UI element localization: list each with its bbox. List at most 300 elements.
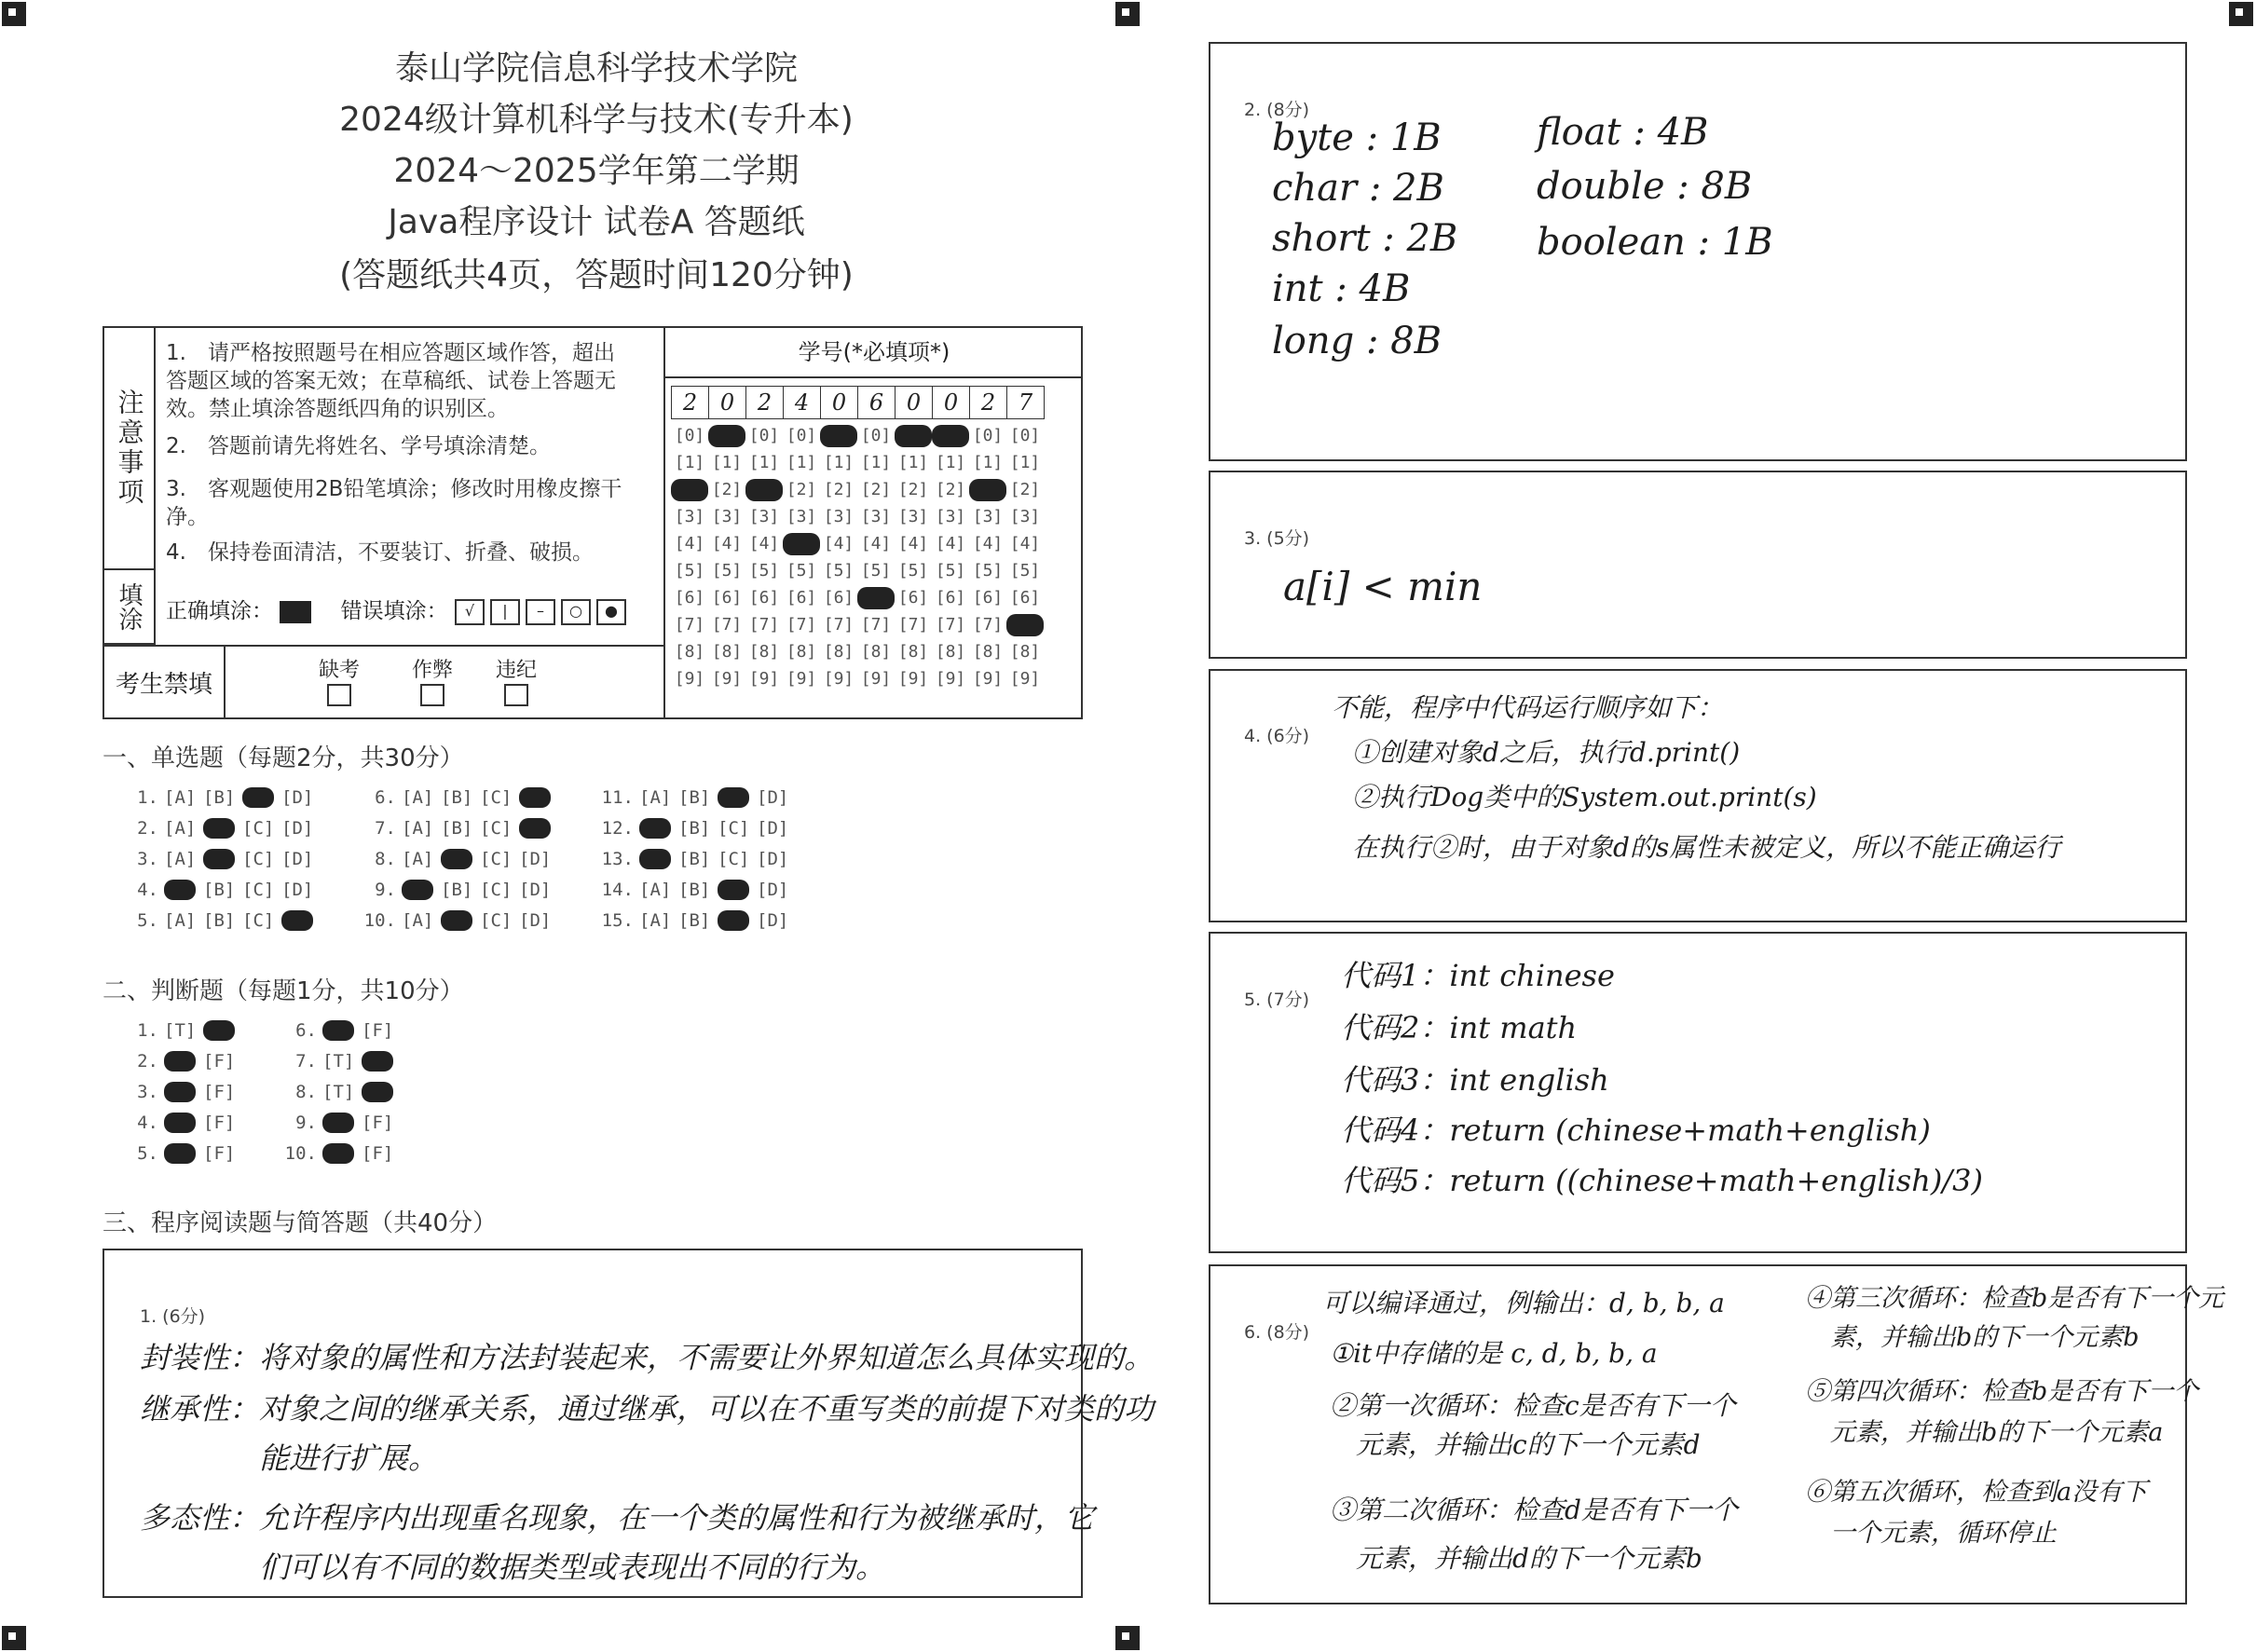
question-number: 6. [375,787,396,808]
student-id-bubble[interactable]: [7] [897,615,929,635]
answer-bubble-b[interactable]: [B] [678,818,711,839]
answer-bubble-b[interactable]: [B] [441,818,473,839]
student-id-bubble[interactable]: [8] [786,642,817,662]
student-id-bubble[interactable]: [9] [711,669,743,689]
answer-bubble-d[interactable]: [D] [757,849,789,869]
answer-bubble-d[interactable] [281,910,313,931]
header-duration: (答题纸共4页，答题时间120分钟) [339,256,854,294]
answer-bubble-d[interactable]: [D] [519,880,552,900]
status-violation-checkbox[interactable] [504,684,528,706]
single-choice-question [589,880,796,900]
question-number: 10. [284,1143,317,1164]
answer-bubble-f[interactable]: [F] [203,1051,236,1072]
student-id-digit: 2 [672,387,709,418]
answer-bubble-a[interactable]: [A] [402,849,434,869]
answer-bubble-b[interactable]: [B] [678,910,711,931]
student-id-bubble[interactable]: [9] [935,669,966,689]
answer-bubble-t[interactable] [322,1113,354,1133]
student-id-digit: 0 [709,387,746,418]
answer-bubble-a[interactable]: [A] [402,910,434,931]
student-id-bubble[interactable]: [8] [674,642,705,662]
fill-label: 填涂 [104,570,156,645]
answer-bubble-c[interactable]: [C] [242,880,275,900]
q6-left-3: ②第一次循环：检查c是否有下一个 [1330,1390,1736,1421]
student-id-bubble[interactable]: [3] [786,507,817,526]
student-id-digit: 0 [896,387,933,418]
answer-bubble-f[interactable] [362,1082,393,1102]
answer-bubble-b[interactable]: [B] [441,787,473,808]
q6-right-6: 一个元素，循环停止 [1805,1519,2057,1548]
student-id-bubble[interactable]: [4] [860,534,892,553]
student-id-bubble[interactable]: [1] [711,453,743,472]
student-id-bubble[interactable]: [7] [674,615,705,635]
answer-bubble-b[interactable] [441,910,472,931]
student-id-bubble[interactable]: [7] [748,615,780,635]
single-choice-question [351,787,558,808]
student-id-bubble[interactable] [671,479,708,501]
q2-left-5: long : 8B [1272,320,1442,362]
student-id-bubble[interactable]: [9] [972,669,1004,689]
single-choice-question [351,880,558,900]
student-id-bubble[interactable]: [1] [748,453,780,472]
answer-bubble-d[interactable] [519,818,551,839]
student-id-bubble[interactable]: [0] [860,426,892,445]
answer-bubble-c[interactable]: [C] [718,849,750,869]
student-id-bubble[interactable]: [1] [786,453,817,472]
section2-title: 二、判断题（每题1分，共10分） [103,977,464,1005]
answer-bubble-c[interactable]: [C] [480,880,513,900]
answer-bubble-f[interactable]: [F] [362,1113,394,1133]
question-number: 1. [137,787,158,808]
student-id-bubble[interactable]: [9] [786,669,817,689]
answer-bubble-c[interactable] [718,910,749,931]
section3-title: 三、程序阅读题与简答题（共40分） [103,1209,498,1237]
student-id-bubble[interactable]: [2] [786,480,817,499]
notice-label: 注意事项 [104,328,156,570]
student-id-digit: 2 [970,387,1007,418]
student-id-bubble[interactable]: [4] [897,534,929,553]
answer-bubble-a[interactable]: [A] [164,849,197,869]
question-number: 2. [137,1051,158,1072]
student-id-bubble[interactable]: [2] [1009,480,1041,499]
answer-bubble-d[interactable]: [D] [281,787,314,808]
question-number: 3. [137,1082,158,1102]
q6-right-5: ⑥第五次循环，检查到a没有下 [1805,1478,2148,1507]
true-false-question [114,1051,242,1072]
student-id-bubble[interactable]: [2] [897,480,929,499]
wrong-fill-label: 错误填涂： [340,599,448,623]
answer-bubble-a[interactable]: [A] [402,818,434,839]
q2-left-3: short : 2B [1272,217,1458,260]
question-number: 11. [601,787,634,808]
student-id-bubble[interactable]: [8] [823,642,855,662]
correct-fill-sample [280,601,311,623]
answer-bubble-f[interactable]: [F] [362,1020,394,1041]
student-id-bubble[interactable]: [5] [674,561,705,580]
student-id-bubble[interactable] [820,425,857,447]
answer-bubble-b[interactable]: [B] [441,880,473,900]
student-id-digit: 7 [1007,387,1045,418]
student-id-bubble[interactable] [895,425,932,447]
answer-bubble-d[interactable]: [D] [757,818,789,839]
student-id-bubble[interactable]: [8] [860,642,892,662]
q1-line-2: 继承性：对象之间的继承关系，通过继承，可以在不重写类的前提下对类的功 [140,1391,1155,1427]
q4-line-3: ②执行Dog类中的System.out.print(s) [1352,782,1817,812]
student-id-bubble[interactable] [932,425,969,447]
student-id-bubble[interactable]: [1] [897,453,929,472]
answer-bubble-c[interactable]: [C] [480,787,513,808]
answer-bubble-a[interactable]: [A] [164,787,197,808]
question-number: 6. [295,1020,317,1041]
student-id-bubble[interactable] [745,479,783,501]
q3-label: 3. (5分) [1244,528,1310,549]
fill-example-row [166,594,632,625]
student-id-bubble[interactable]: [8] [897,642,929,662]
wrong-mark-dot: ● [596,599,626,625]
student-id-bubble[interactable]: [3] [823,507,855,526]
true-false-question [114,1020,242,1041]
student-id-bubble[interactable]: [4] [972,534,1004,553]
answer-bubble-t[interactable] [164,1143,196,1164]
student-id-bubble[interactable]: [5] [972,561,1004,580]
student-id-bubble[interactable]: [6] [897,588,929,608]
question-number: 5. [137,1143,158,1164]
student-id-bubble[interactable]: [3] [860,507,892,526]
student-id-bubble[interactable]: [4] [1009,534,1041,553]
answer-bubble-a[interactable]: [A] [164,910,197,931]
q6-right-1: ④第三次循环：检查b是否有下一个元 [1805,1284,2224,1313]
answer-bubble-f[interactable]: [F] [362,1143,394,1164]
student-id-bubble[interactable] [783,533,820,555]
answer-bubble-t[interactable]: [T] [322,1051,355,1072]
single-choice-question [589,787,796,808]
answer-bubble-b[interactable]: [B] [678,849,711,869]
student-id-bubble[interactable]: [6] [935,588,966,608]
student-id-bubble[interactable]: [8] [972,642,1004,662]
wrong-mark-check: √ [455,599,485,625]
student-id-digit: 0 [821,387,858,418]
student-id-digit: 6 [858,387,896,418]
answer-bubble-t[interactable] [164,1082,196,1102]
single-choice-question [114,818,321,839]
answer-bubble-f[interactable] [362,1051,393,1072]
answer-bubble-a[interactable]: [A] [639,787,672,808]
student-id-bubble[interactable]: [2] [711,480,743,499]
status-absent [319,654,360,706]
q4-line-2: ①创建对象d之后，执行d.print() [1352,737,1741,768]
student-id-bubble[interactable]: [6] [1009,588,1041,608]
correct-fill-label: 正确填涂： [166,599,273,623]
answer-bubble-t[interactable] [322,1143,354,1164]
student-id-title: 学号(*必填项*) [665,328,1083,378]
student-id-bubble[interactable]: [4] [748,534,780,553]
q6-label: 6. (8分) [1244,1322,1310,1343]
q1-line-4: 多态性：允许程序内出现重名现象，在一个类的属性和行为被继承时，它 [140,1500,1095,1536]
answer-bubble-f[interactable]: [F] [203,1082,236,1102]
student-id-bubble[interactable] [969,479,1006,501]
student-id-bubble[interactable]: [1] [860,453,892,472]
header-class: 2024级计算机科学与技术(专升本) [339,101,854,139]
student-id-bubble[interactable]: [7] [711,615,743,635]
student-id-bubble[interactable]: [9] [1009,669,1041,689]
student-id-bubble[interactable]: [7] [935,615,966,635]
answer-bubble-a[interactable]: [A] [639,910,672,931]
corner-mark-bottom-left [2,1626,26,1650]
notice-block [103,326,1083,719]
student-id-bubble-row [671,479,1083,506]
status-cheat-label: 作弊 [412,659,454,682]
single-choice-question [351,818,558,839]
answer-bubble-c[interactable]: [C] [480,910,513,931]
q6-left-6: 元素，并输出d的下一个元素b [1330,1543,1702,1574]
answer-box-q1 [103,1249,1155,1598]
student-id-bubble[interactable]: [3] [897,507,929,526]
true-false-question [272,1020,401,1041]
single-choice-question [351,849,558,869]
answer-bubble-c[interactable] [718,880,749,900]
q4-line-4: 在执行②时，由于对象d的s属性未被定义，所以不能正确运行 [1352,832,2061,863]
student-id-bubble[interactable]: [0] [786,426,817,445]
student-id-bubble[interactable]: [3] [935,507,966,526]
student-id-bubble[interactable]: [8] [748,642,780,662]
q1-label: 1. (6分) [140,1306,206,1327]
answer-bubble-t[interactable]: [T] [164,1020,197,1041]
student-id-bubble[interactable]: [3] [748,507,780,526]
question-number: 4. [137,1113,158,1133]
status-violation-label: 违纪 [496,659,538,682]
answer-bubble-a[interactable] [164,880,196,900]
q6-right-3: ⑤第四次循环：检查b是否有下一个 [1805,1377,2199,1406]
student-id-bubble[interactable]: [5] [786,561,817,580]
student-id-bubble[interactable]: [8] [935,642,966,662]
answer-bubble-d[interactable]: [D] [281,849,314,869]
student-id-bubble[interactable]: [8] [711,642,743,662]
student-id-bubble[interactable]: [1] [935,453,966,472]
student-id-bubble-row [671,560,1083,587]
answer-bubble-t[interactable] [164,1051,196,1072]
student-id-bubble[interactable]: [6] [786,588,817,608]
answer-bubble-f[interactable] [203,1020,235,1041]
student-id-bubble[interactable]: [0] [748,426,780,445]
answer-bubble-d[interactable]: [D] [757,910,789,931]
status-cheat [412,654,453,706]
answer-bubble-a[interactable] [639,818,671,839]
student-id-bubble[interactable]: [1] [1009,453,1041,472]
answer-bubble-c[interactable] [718,787,749,808]
answer-bubble-d[interactable]: [D] [519,910,552,931]
student-id-bubble[interactable]: [0] [674,426,705,445]
true-false-question [114,1143,242,1164]
section1-title: 一、单选题（每题2分，共30分） [103,744,464,772]
student-id-bubble[interactable]: [9] [674,669,705,689]
answer-bubble-t[interactable] [322,1020,354,1041]
student-id-bubble[interactable]: [6] [972,588,1004,608]
q6-left-2: ①it中存储的是 c, d, b, b, a [1330,1338,1658,1369]
answer-bubble-c[interactable]: [C] [718,818,750,839]
student-id-digit: 0 [933,387,970,418]
student-id-bubble[interactable] [1006,614,1044,636]
student-id-bubble[interactable]: [4] [711,534,743,553]
student-id-bubble[interactable]: [3] [972,507,1004,526]
single-choice-question [114,849,321,869]
student-id-bubble[interactable]: [4] [823,534,855,553]
student-id-bubble[interactable]: [1] [972,453,1004,472]
student-id-bubble[interactable]: [9] [823,669,855,689]
student-id-bubble[interactable]: [1] [823,453,855,472]
answer-bubble-a[interactable]: [A] [402,787,434,808]
answer-bubble-b[interactable] [203,818,235,839]
answer-bubble-d[interactable] [519,787,551,808]
q5-line-1: 代码1：int chinese [1341,958,1615,993]
question-number: 4. [137,880,158,900]
student-id-digits [671,386,1045,419]
q5-line-4: 代码4：return (chinese+math+english) [1341,1113,1931,1148]
student-id-bubble[interactable]: [3] [711,507,743,526]
student-id-bubble-row [671,452,1083,479]
student-id-bubble[interactable]: [6] [711,588,743,608]
q4-line-1: 不能，程序中代码运行顺序如下： [1332,692,1724,723]
student-id-bubble[interactable]: [0] [1009,426,1041,445]
q4-label: 4. (6分) [1244,726,1310,746]
answer-bubble-c[interactable]: [C] [242,818,275,839]
question-number: 15. [601,910,634,931]
status-cheat-checkbox[interactable] [420,684,444,706]
answer-bubble-b[interactable] [441,849,472,869]
status-absent-checkbox[interactable] [327,684,351,706]
q2-right-3: boolean : 1B [1537,221,1773,264]
student-id-bubble[interactable]: [5] [1009,561,1041,580]
wrong-mark-bar: | [490,599,520,625]
q2-right-1: float : 4B [1537,111,1709,154]
notice-item-2: 2. 答题前请先将姓名、学号填涂清楚。 [166,434,551,458]
student-id-bubble[interactable]: [5] [860,561,892,580]
student-id-bubble[interactable]: [5] [935,561,966,580]
corner-mark-top-right [2229,2,2253,26]
student-id-bubble[interactable]: [2] [823,480,855,499]
answer-bubble-b[interactable]: [B] [678,880,711,900]
corner-mark-top-left [2,2,26,26]
status-absent-label: 缺考 [319,659,361,682]
answer-bubble-a[interactable]: [A] [639,880,672,900]
student-id-bubble[interactable]: [4] [674,534,705,553]
answer-bubble-d[interactable]: [D] [757,880,789,900]
q2-left-2: char : 2B [1272,167,1444,210]
answer-bubble-d[interactable]: [D] [757,787,789,808]
student-id-bubble[interactable]: [9] [748,669,780,689]
q1-line-3: 能进行扩展。 [140,1440,439,1476]
answer-box-q3 [1209,471,2187,659]
answer-bubble-b[interactable]: [B] [203,787,236,808]
answer-bubble-c[interactable]: [C] [480,849,513,869]
student-id-bubble[interactable] [857,587,895,609]
student-id-bubble[interactable]: [9] [860,669,892,689]
student-id-bubble-row [671,533,1083,560]
q6-right-2: 素，并输出b的下一个元素b [1805,1323,2140,1352]
question-number: 5. [137,910,158,931]
corner-mark-top-middle [1115,2,1140,26]
q5-line-2: 代码2：int math [1341,1010,1578,1045]
student-id-bubble[interactable]: [6] [674,588,705,608]
single-choice-question [589,818,796,839]
student-id-bubble[interactable]: [2] [935,480,966,499]
q5-line-5: 代码5：return ((chinese+math+english)/3) [1341,1163,1983,1198]
true-false-question [272,1051,401,1072]
student-id-panel [663,328,1083,717]
answer-bubble-b[interactable]: [B] [203,910,236,931]
header-school: 泰山学院信息科学技术学院 [394,49,798,88]
notice-item-1: 1. 请严格按照题号在相应答题区域作答，超出答题区域的答案无效；在草稿纸、试卷上答题无效。禁止填涂答题纸四角的识别区。 [166,341,616,421]
student-id-bubble[interactable]: [6] [823,588,855,608]
student-id-bubble[interactable]: [8] [1009,642,1041,662]
answer-bubble-a[interactable] [402,880,433,900]
student-id-bubble[interactable]: [4] [935,534,966,553]
answer-bubble-d[interactable]: [D] [519,849,552,869]
student-id-bubble-row [671,614,1083,641]
student-id-bubble[interactable]: [7] [860,615,892,635]
answer-bubble-t[interactable]: [T] [322,1082,355,1102]
answer-box-q4 [1209,669,2187,922]
q5-label: 5. (7分) [1244,990,1310,1010]
student-id-bubble-row [671,641,1083,668]
answer-bubble-c[interactable] [242,787,274,808]
answer-bubble-b[interactable]: [B] [203,880,236,900]
student-id-bubble[interactable]: [0] [972,426,1004,445]
question-number: 7. [375,818,396,839]
student-id-bubble[interactable]: [7] [972,615,1004,635]
student-id-bubble[interactable]: [7] [823,615,855,635]
answer-bubble-c[interactable]: [C] [242,849,275,869]
notice-item-4: 4. 保持卷面清洁，不要装订、折叠、破损。 [166,540,594,565]
student-id-bubble[interactable]: [5] [711,561,743,580]
answer-bubble-f[interactable]: [F] [203,1113,236,1133]
notice-item-3: 3. 客观题使用2B铅笔填涂；修改时用橡皮擦干净。 [166,477,622,529]
q6-left-5: ③第二次循环：检查d是否有下一个 [1330,1495,1738,1525]
answer-bubble-b[interactable]: [B] [678,787,711,808]
answer-bubble-a[interactable] [639,849,671,869]
answer-bubble-d[interactable]: [D] [281,880,314,900]
student-id-bubble[interactable]: [2] [860,480,892,499]
student-id-bubble[interactable] [708,425,745,447]
q1-line-1: 封装性：将对象的属性和方法封装起来，不需要让外界知道怎么具体实现的。 [140,1340,1155,1375]
true-false-question [272,1113,401,1133]
single-choice-question [589,910,796,931]
answer-bubble-b[interactable] [203,849,235,869]
student-id-bubble[interactable]: [3] [1009,507,1041,526]
student-id-bubble[interactable]: [5] [748,561,780,580]
wrong-mark-circle: ○ [561,599,591,625]
student-id-bubble[interactable]: [5] [823,561,855,580]
answer-bubble-c[interactable]: [C] [242,910,275,931]
true-false-question [272,1082,401,1102]
answer-bubble-t[interactable] [164,1113,196,1133]
answer-bubble-c[interactable]: [C] [480,818,513,839]
answer-bubble-d[interactable]: [D] [281,818,314,839]
student-id-bubble[interactable]: [7] [786,615,817,635]
student-id-digit: 2 [746,387,784,418]
student-id-bubble[interactable]: [5] [897,561,929,580]
student-id-bubble[interactable]: [9] [897,669,929,689]
student-id-bubble[interactable]: [3] [674,507,705,526]
student-id-bubble[interactable]: [1] [674,453,705,472]
question-number: 7. [295,1051,317,1072]
q6-right-4: 元素，并输出b的下一个元素a [1805,1418,2164,1447]
q2-left-4: int : 4B [1272,267,1411,310]
answer-bubble-f[interactable]: [F] [203,1143,236,1164]
q2-right-2: double : 8B [1537,165,1753,208]
single-choice-question [351,910,558,931]
student-id-bubble[interactable]: [6] [748,588,780,608]
answer-bubble-a[interactable]: [A] [164,818,197,839]
